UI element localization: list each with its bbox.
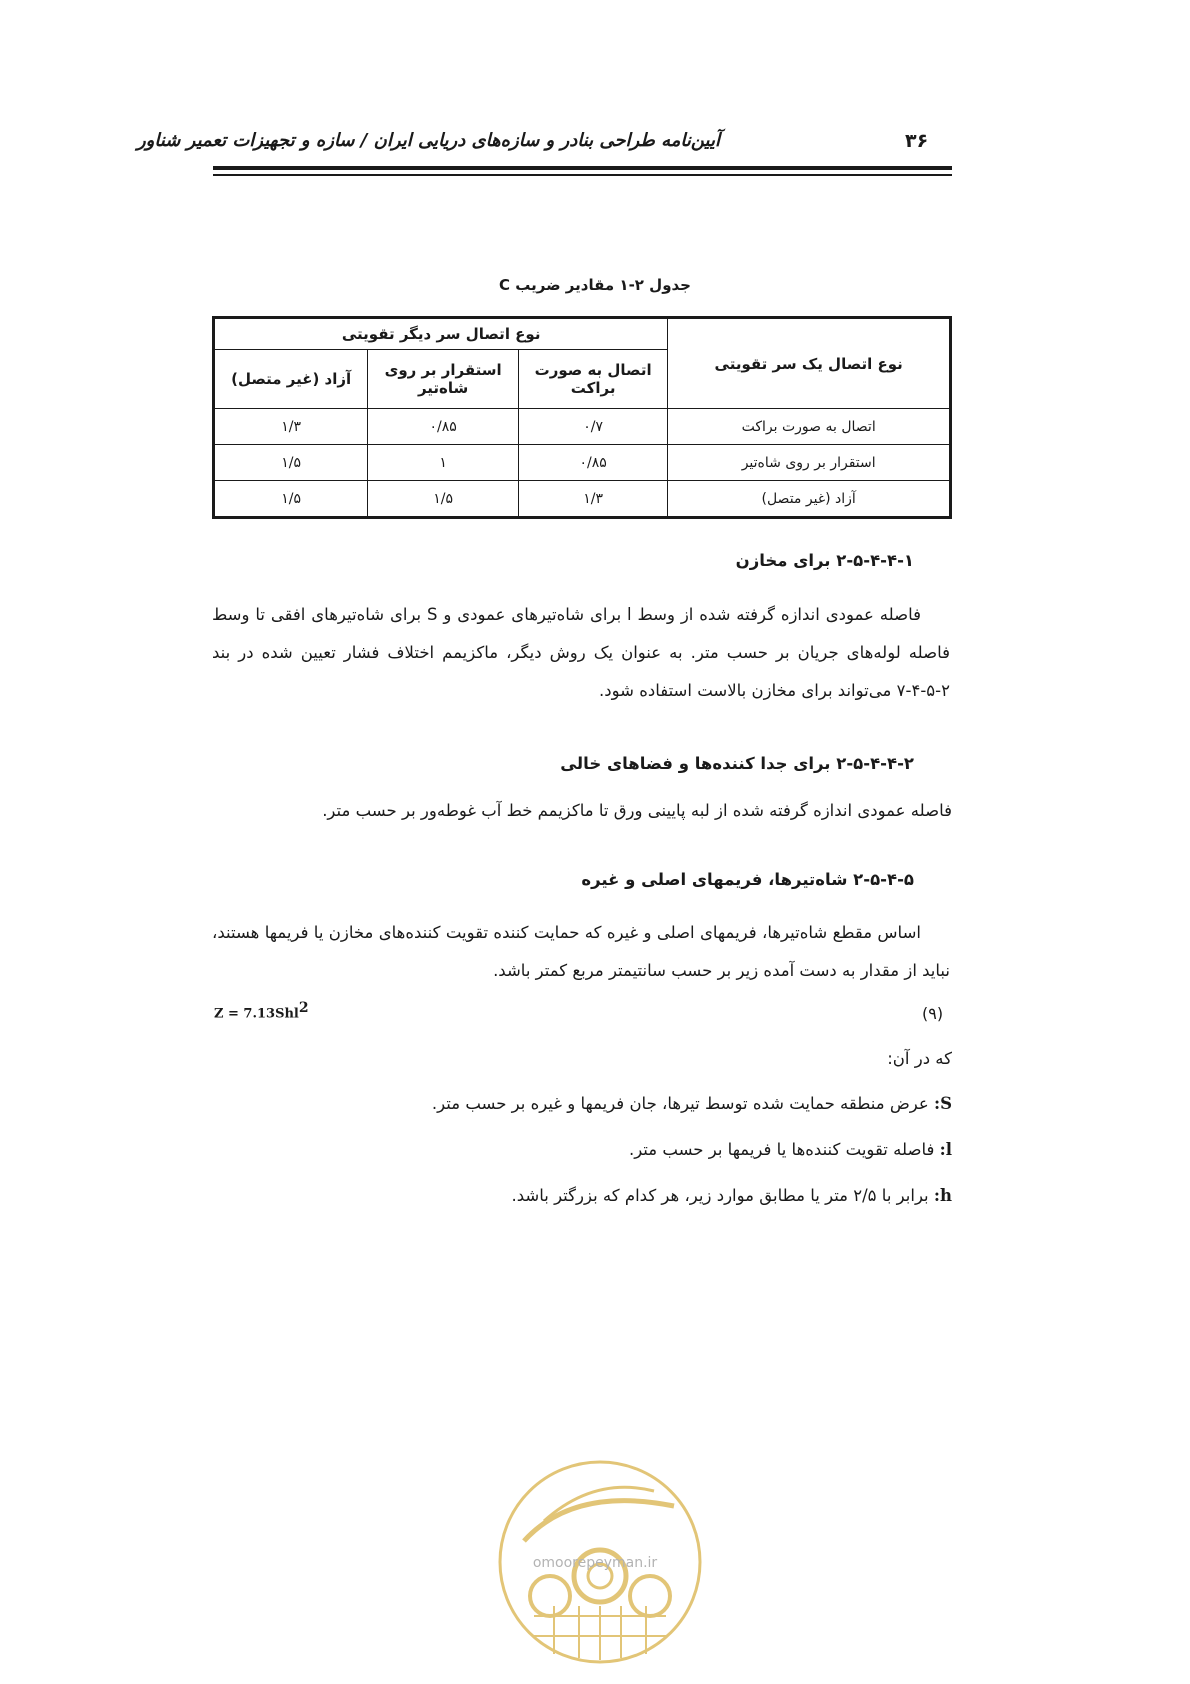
watermark-url: omoorepeyman.ir (532, 1555, 658, 1571)
header-rule-thick (213, 166, 952, 170)
table-header-row (214, 318, 951, 350)
table-cell: ۱/۳ (214, 409, 368, 445)
definition-text: برابر با ۲/۵ متر یا مطابق موارد زیر، هر کدام که بزرگتر باشد. (511, 1186, 929, 1205)
table-cell: ۱/۳ (518, 481, 667, 518)
definition-item (511, 1186, 952, 1205)
definition-text: فاصله تقویت کننده‌ها یا فریمها بر حسب متر. (628, 1140, 935, 1159)
table-row (214, 481, 951, 518)
definition-symbol: S: (933, 1094, 952, 1113)
table-row-label: اتصال به صورت براکت (668, 409, 951, 445)
section-paragraph: اساس مقطع شاه‌تیرها، فریمهای اصلی و غیره که حمایت کننده تقویت کننده‌های مخازن یا فریمها هستند، نباید از مقدار به دست آمده زیر بر حسب سانتیمتر مربع کمتر باشد. (212, 923, 950, 980)
equation-formula (214, 1000, 309, 1021)
equation-number: (۹) (922, 1004, 944, 1023)
header-rule-thin (213, 174, 952, 176)
table-row (214, 409, 951, 445)
definition-text: عرض منطقه حمایت شده توسط تیرها، جان فریمها و غیره بر حسب متر. (431, 1094, 929, 1113)
definition-item (629, 1140, 952, 1159)
table-subheader: آزاد (غیر متصل) (214, 350, 368, 409)
equation-exponent: 2 (298, 1000, 309, 1016)
section-paragraph: فاصله عمودی اندازه گرفته شده از لبه پایینی ورق تا ماکزیمم خط آب غوطه‌ور بر حسب متر. (322, 801, 952, 820)
table-cell: ۱/۵ (214, 481, 368, 518)
definition-item (432, 1094, 952, 1113)
definition-symbol: l: (939, 1140, 952, 1159)
table-col-first-header: نوع اتصال یک سر تقویتی (668, 318, 951, 409)
table-cell: ۰/۸۵ (518, 445, 667, 481)
table-group-header: نوع اتصال سر دیگر تقویتی (214, 318, 668, 350)
section-heading: ۲-۵-۴-۴-۱ برای مخازن (735, 551, 914, 570)
table-cell: ۱ (368, 445, 519, 481)
section-heading: ۲-۵-۴-۴-۲ برای جدا کننده‌ها و فضاهای خالی (560, 754, 914, 773)
table-subheader: استقرار بر روی شاه‌تیر (368, 350, 519, 409)
coefficient-table (212, 316, 952, 519)
table-cell: ۰/۸۵ (368, 409, 519, 445)
section-heading: ۲-۵-۴-۵ شاه‌تیرها، فریمهای اصلی و غیره (581, 870, 914, 889)
table-cell: ۱/۵ (368, 481, 519, 518)
table-subheader: اتصال به صورت براکت (518, 350, 667, 409)
equation-body: Z = 7.13Shl (214, 1006, 299, 1022)
table-row-label: استقرار بر روی شاه‌تیر (668, 445, 951, 481)
definition-symbol: h: (933, 1186, 952, 1205)
table-row-label: آزاد (غیر متصل) (668, 481, 951, 518)
table-caption: جدول ۲-۱ مقادیر ضریب C (499, 276, 691, 294)
table-cell: ۰/۷ (518, 409, 667, 445)
table-cell: ۱/۵ (214, 445, 368, 481)
page-number: ۳۶ (905, 130, 929, 152)
running-header: آیین‌نامه طراحی بنادر و سازه‌های دریایی ایران / سازه و تجهیزات تعمیر شناور (136, 130, 720, 151)
definitions-intro: که در آن: (887, 1049, 952, 1068)
section-paragraph: فاصله عمودی اندازه گرفته شده از وسط l برای شاه‌تیرهای عمودی و S برای شاه‌تیرهای افقی تا وسط فاصله لوله‌های جریان بر حسب متر. به عنوان یک روش دیگر، ماکزیمم اختلاف فشار تعیین شده در بند ۲-۵-۴-۷ می‌تواند برای مخازن بالاست استفاده شود. (212, 605, 950, 700)
table-row (214, 445, 951, 481)
